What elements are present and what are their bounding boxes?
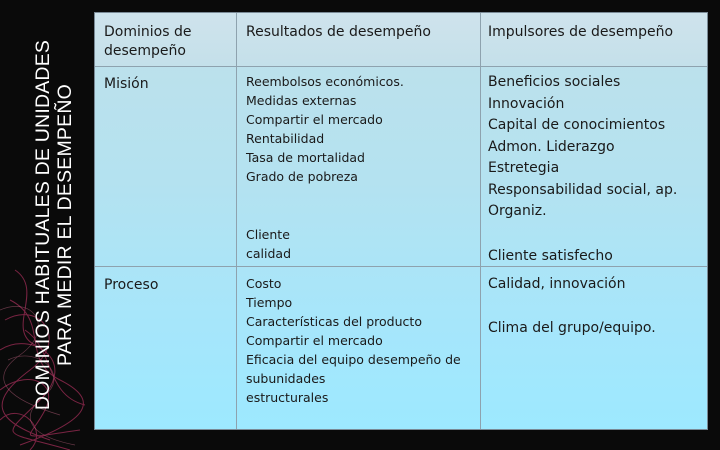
row-results-proceso [246, 274, 461, 407]
row-divider [95, 266, 707, 267]
drivers-item: Innovación [488, 95, 565, 112]
drivers-item: Beneficios sociales [488, 74, 621, 90]
row-drivers-proceso-extra: Clima del grupo/equipo. [488, 320, 656, 336]
header-domain-line: desempeño [104, 43, 186, 59]
drivers-item: Organiz. [488, 203, 547, 219]
row-results-mision [246, 72, 404, 186]
row-drivers-proceso: Calidad, innovación [488, 276, 626, 292]
column-divider [480, 13, 481, 429]
results-item: subunidades [246, 371, 326, 386]
title-line-2: PARA MEDIR EL DESEMPEÑO [54, 84, 76, 366]
header-results-line: Resultados de desempeño [246, 24, 431, 40]
results-item: Grado de pobreza [246, 169, 358, 184]
column-divider [236, 13, 237, 429]
row-drivers-mision-extra: Cliente satisfecho [488, 248, 613, 264]
drivers-item: Estretegia [488, 160, 560, 176]
results-item: Tiempo [246, 295, 293, 310]
results-item: Rentabilidad [246, 131, 325, 146]
results-item: calidad [246, 246, 292, 261]
results-item: Cliente [246, 227, 290, 242]
header-domain [104, 23, 191, 61]
performance-domains-table [94, 12, 708, 430]
results-item: Compartir el mercado [246, 333, 383, 348]
row-domain-proceso: Proceso [104, 277, 159, 293]
header-drivers [488, 23, 673, 42]
results-item: Compartir el mercado [246, 112, 383, 127]
row-domain-mision: Misión [104, 76, 149, 92]
drivers-item: Capital de conocimientos [488, 117, 666, 133]
results-item: Tasa de mortalidad [246, 150, 365, 165]
results-item: Eficacia del equipo desempeño de [246, 352, 461, 367]
row-results-mision-extra [246, 225, 291, 263]
title-line-1: DOMINIOS HABITUALES DE UNIDADES [32, 39, 54, 411]
drivers-item: Responsabilidad social, ap. [488, 181, 678, 198]
header-domain-line: Dominios de [104, 24, 192, 40]
results-item: Medidas externas [246, 93, 357, 108]
results-item: Costo [246, 276, 282, 291]
results-item: Características del producto [246, 314, 422, 329]
results-item: estructurales [246, 390, 329, 405]
row-drivers-mision [488, 72, 677, 223]
drivers-item: Admon. Liderazgo [488, 138, 615, 155]
header-drivers-line: Impulsores de desempeño [488, 24, 674, 40]
results-item: Reembolsos económicos. [246, 74, 404, 89]
header-results [246, 23, 431, 42]
